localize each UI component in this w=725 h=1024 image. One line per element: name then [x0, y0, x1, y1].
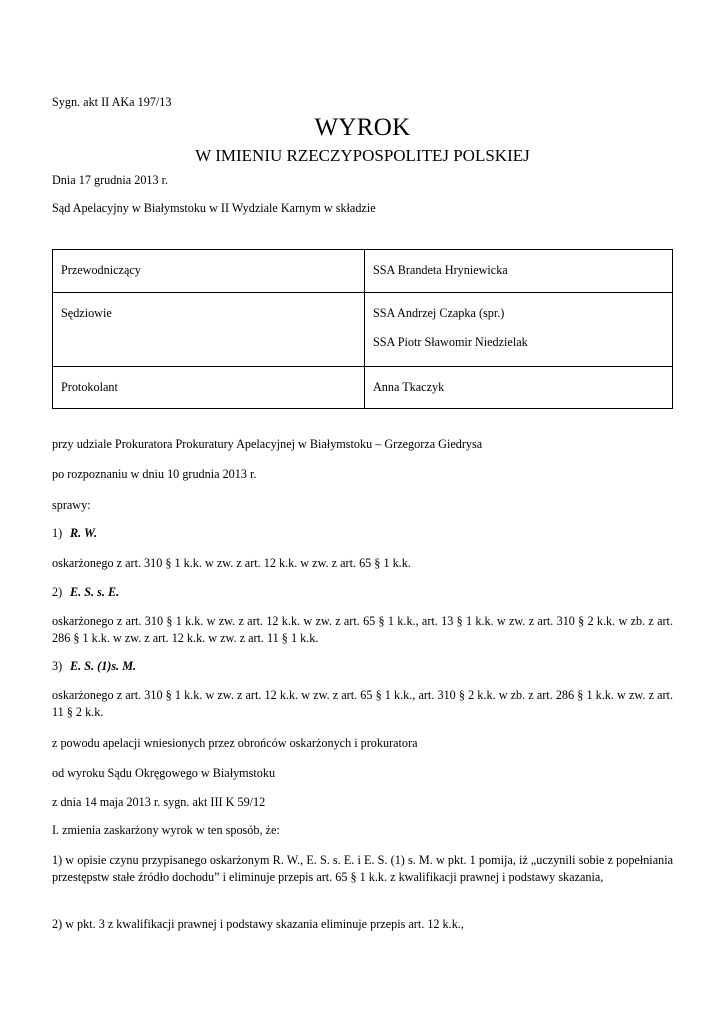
- defendant-heading: [52, 525, 673, 542]
- defendant-name: R. W.: [70, 526, 98, 540]
- judges-label: Sędziowie: [53, 293, 365, 367]
- defendant-number: 3): [52, 659, 63, 673]
- defendant-number: 1): [52, 526, 63, 540]
- appeal-line: z powodu apelacji wniesionych przez obrońców oskarżonych i prokuratora: [52, 736, 418, 750]
- defendant-heading: [52, 658, 673, 675]
- defendant-name: E. S. s. E.: [70, 585, 120, 599]
- defendant-charge: oskarżonego z art. 310 § 1 k.k. w zw. z art. 12 k.k. w zw. z art. 65 § 1 k.k., art. 13 § 1 k.k. w zw. z art. 310 § 2 k.k. w zb. z art. 286 § 1 k.k. w zw. z art. 12 k.k. w zw. z art. 11 § 1 k.k.: [52, 614, 673, 645]
- court-composition-table: [52, 249, 673, 409]
- table-row: [53, 293, 673, 367]
- judgment-date-line: z dnia 14 maja 2013 r. sygn. akt III K 59/12: [52, 795, 266, 809]
- document-subtitle: W IMIENIU RZECZYPOSPOLITEJ POLSKIEJ: [195, 146, 530, 165]
- document-title: WYROK: [314, 114, 411, 141]
- defendant-name: E. S. (1)s. M.: [70, 659, 137, 673]
- court-composition-intro: Sąd Apelacyjny w Białymstoku w II Wydziale Karnym w składzie: [52, 201, 376, 215]
- presiding-value: SSA Brandeta Hryniewicka: [365, 250, 673, 293]
- cases-label: sprawy:: [52, 498, 91, 512]
- hearing-line: po rozpoznaniu w dniu 10 grudnia 2013 r.: [52, 467, 257, 481]
- case-signature: Sygn. akt II AKa 197/13: [52, 95, 172, 109]
- defendant-charge: oskarżonego z art. 310 § 1 k.k. w zw. z art. 12 k.k. w zw. z art. 65 § 1 k.k., art. 310 § 2 k.k. w zb. z art. 286 § 1 k.k. w zw. z art. 11 § 2 k.k.: [52, 688, 673, 719]
- table-row: [53, 250, 673, 293]
- judge-name: SSA Andrzej Czapka (spr.): [373, 306, 505, 320]
- clerk-value: Anna Tkaczyk: [365, 367, 673, 409]
- from-judgment-line: od wyroku Sądu Okręgowego w Białymstoku: [52, 766, 276, 780]
- prosecutor-line: przy udziale Prokuratora Prokuratury Apelacyjnej w Białymstoku – Grzegorza Giedrysa: [52, 437, 483, 451]
- ruling-intro: I. zmienia zaskarżony wyrok w ten sposób, że:: [52, 823, 280, 837]
- ruling-point: 2) w pkt. 3 z kwalifikacji prawnej i podstawy skazania eliminuje przepis art. 12 k.k.,: [52, 917, 464, 931]
- presiding-label: Przewodniczący: [53, 250, 365, 293]
- judges-value: [365, 293, 673, 367]
- judgment-date: Dnia 17 grudnia 2013 r.: [52, 173, 169, 187]
- defendant-number: 2): [52, 585, 63, 599]
- defendant-heading: [52, 584, 673, 601]
- defendant-charge: oskarżonego z art. 310 § 1 k.k. w zw. z art. 12 k.k. w zw. z art. 65 § 1 k.k.: [52, 556, 411, 570]
- table-row: [53, 367, 673, 409]
- ruling-point: 1) w opisie czynu przypisanego oskarżonym R. W., E. S. s. E. i E. S. (1) s. M. w pkt. 1 pomija, iż „uczynili sobie z popełniania przestępstw stałe źródło dochodu” i eliminuje przepis art. 65 § 1 k.k. z kwalifikacji prawnej i podstawy skazania,: [52, 853, 673, 884]
- clerk-label: Protokolant: [53, 367, 365, 409]
- judge-name: SSA Piotr Sławomir Niedzielak: [373, 335, 528, 349]
